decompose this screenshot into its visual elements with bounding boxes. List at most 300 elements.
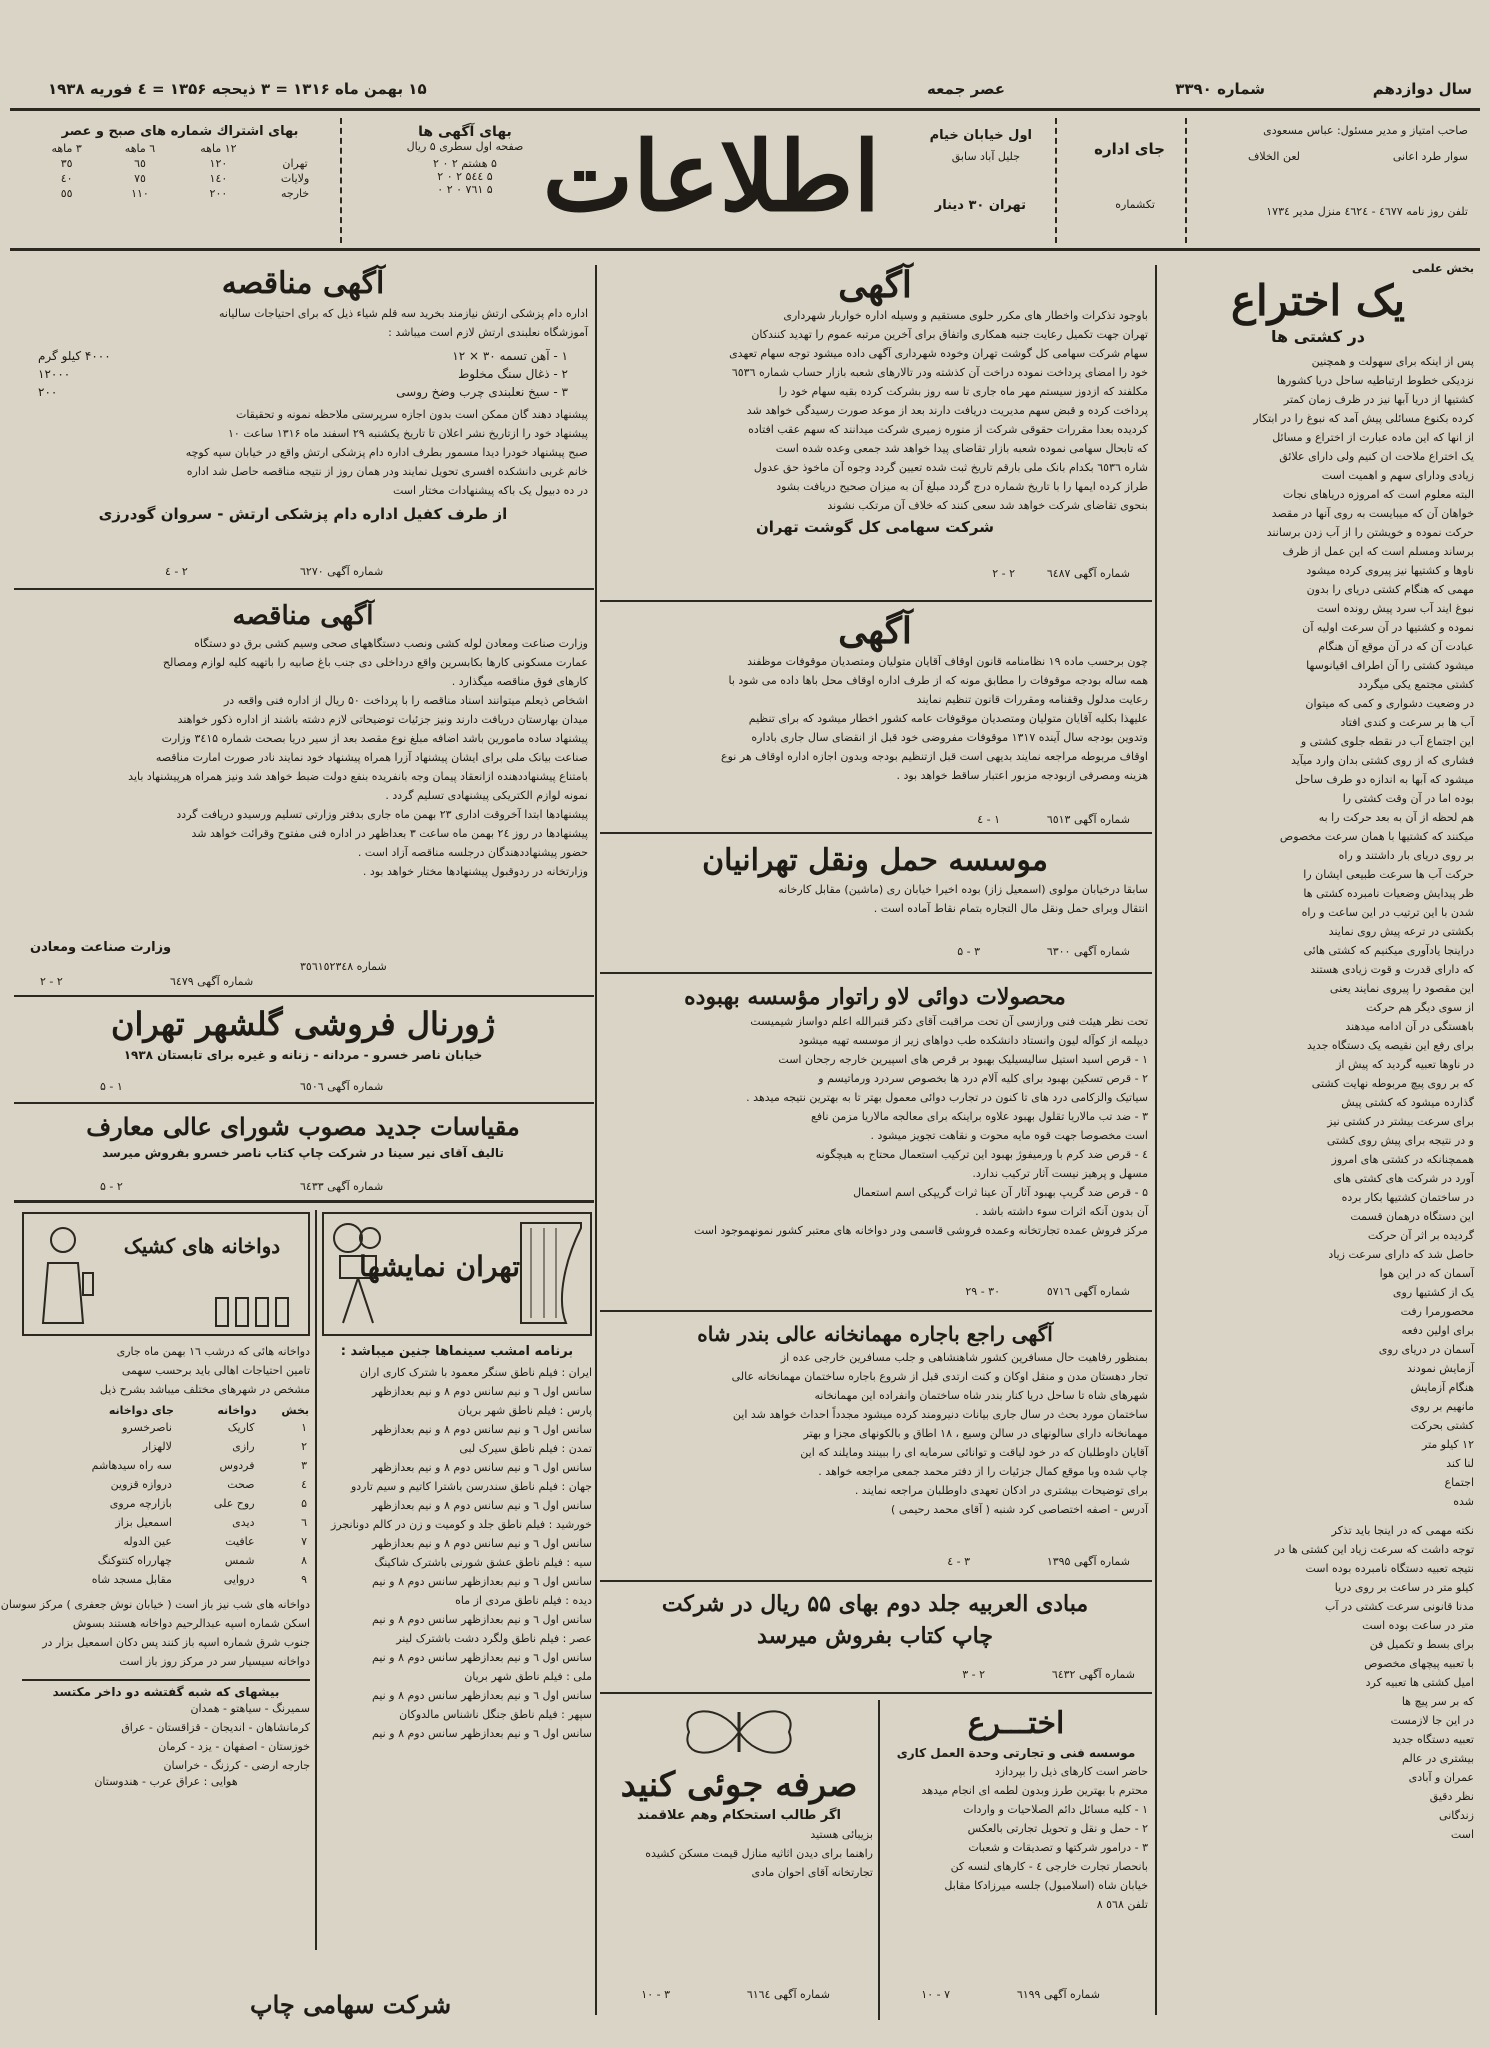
cinema-line: سانس اول ٦ و نیم سانس دوم ٨ و نیم بعدازظهر (372, 1461, 592, 1474)
ad-seq: ۳ - ٤ (947, 1555, 970, 1568)
ad-title: اختـــرع (967, 1706, 1065, 1741)
ad-line: میدان بهارستان دریافت دارند ونیز جزئیات توضیحاتی لازم دشته باشند از اداره ذکور خواهند (177, 713, 588, 726)
ad-title: موسسه حمل ونقل تهرانیان (702, 843, 1048, 878)
pharmacy-place: چهارراه کنتوکنگ (97, 1554, 172, 1567)
ad-line: مرکز فروش عمده تجارتخانه وعمده فروشی قاسمی ودر دواخانه های معتبر کشور نمونهموجود است (693, 1224, 1148, 1237)
owner-line: صاحب امتیاز و مدیر مسئول: عباس مسعودی (1263, 124, 1468, 137)
science-article (1162, 262, 1474, 2022)
cinema-line: ایران : فیلم ناطق سنگر معمود با شترک کاری اران (359, 1366, 592, 1379)
edition-label: عصر جمعه (926, 80, 1005, 98)
address-line-2: جلیل آباد سابق (951, 150, 1020, 163)
ad-line: بانحصار تجارت خارجی ٤ - کارهای لنسه کن (950, 1860, 1148, 1873)
ad-line: باوجود تذکرات واخطار های مکرر حلوی مستقیم و وسیله اداره خواربار شهرداری (783, 309, 1148, 322)
pharmacy-col-head: جای دواخانه (108, 1404, 174, 1417)
ad-line: حضور پیشنهاددهندگان درجلسه مناقصه آزاد است . (357, 846, 588, 859)
ad-line: راهنما برای دیدن اثاثیه منازل قیمت مسکن کشیده (645, 1847, 873, 1860)
article-line: مدنا قانونی سرعت کشتی در آب (1325, 1600, 1474, 1613)
ad-seq: ۲ - ٤ (165, 565, 188, 578)
article-line: بوده اما در آن وقت کشتی را (1342, 792, 1474, 805)
subs-cell: ٥٥ (60, 187, 73, 200)
ad-seq: ۱ - ٤ (977, 813, 1000, 826)
subs-cell: ۱۱۰ (131, 187, 149, 200)
ad-number: شماره آگهی ٦٣٠٠ (1046, 945, 1130, 958)
cinema-line: سانس اول ٦ و نیم بعدازظهر سانس دوم ٨ و نیم (372, 1727, 592, 1740)
pharmacy-note-line: جنوب شرق شماره اسپه باز کنند پس دکان اسمعیل بزار در (42, 1636, 310, 1649)
table-row (22, 1456, 310, 1475)
ad-line: تالیف آقای نیر سینا در شرکت چاپ کتاب ناصر خسرو بفروش میرسد (102, 1146, 504, 1160)
ad-line: همه ساله بودجه موقوفات را مطابق مونه که از طرف اداره اوقاف محل باها داده می شود با (728, 674, 1148, 687)
top-rule (10, 108, 1480, 111)
ad-line: سابقا درخیابان مولوی (اسمعیل زاز) بوده اخیرا خیابان ری (ماشین) مقابل کارخانه (778, 883, 1148, 896)
article-line: آورد در شرکت های کشتی های (1333, 1172, 1474, 1185)
ad-line: پرداخت کرده و قبض سهم مدیریت دریافت دارند بعد از موعد صورت رسیدگی خواهد شد (746, 404, 1148, 417)
ad-signature: شرکت سهامی کل گوشت تهران (755, 518, 994, 536)
bottles-icon (212, 1290, 302, 1330)
article-line: این مقصود را پیروی نمایند یعنی (1329, 982, 1474, 995)
weather-line: جارجه ارضی - کرزنگ - خراسان (163, 1759, 310, 1772)
ad-line: انتقال وبرای حمل ونقل مال التجاره بتمام نقاط آماده است . (873, 902, 1148, 915)
ad-line: حاضر است کارهای ذیل را بپردازد (994, 1765, 1148, 1778)
night-pharmacies (0, 1212, 310, 1982)
ad-body (884, 1764, 1148, 1913)
article-title: یک اختراع (1230, 276, 1406, 325)
ad-line: بزیبائی هستید (810, 1828, 873, 1841)
ad-line: برای توضیحات بیشتری در ادکان تعهدی داوطلبان مراجعه نمایند . (854, 1484, 1148, 1497)
article-line: بیشتری در عالم (1402, 1752, 1474, 1765)
pharmacy-name: رازی (232, 1440, 255, 1453)
cinema-line: پارس : فیلم ناطق شهر بریان (457, 1404, 592, 1417)
pharmacy-name: فردوس (219, 1459, 255, 1472)
article-line: کیلو متر در ساعت بر روی دریا (1334, 1581, 1474, 1594)
table-row (22, 1437, 310, 1456)
cinema-line: عصر : فیلم ناطق ولگرد دشت باشترک لینر (396, 1632, 592, 1645)
ad-seq: ۱ - ۵ (100, 1080, 123, 1093)
article-line: در ساختمان کشتیها بکار برده (1341, 1191, 1474, 1204)
cinema-line: سانس اول ٦ و نیم سانس دوم ٨ و نیم بعدازظهر (372, 1423, 592, 1436)
article-line: زندگانی (1439, 1809, 1474, 1822)
ad-line: خانم غربی دانشکده افسری تحویل نمایند ودر همان روز از نتیجه مناقصه حاصل شد اداره (186, 465, 588, 478)
article-line: کرده بکنوع مسائلی پیش آمد که نبوغ را در ابتکار (1253, 412, 1474, 425)
pharmacist-icon (28, 1218, 98, 1328)
pharmacy-place: ناصرخسرو (122, 1421, 172, 1434)
cinema-line: جهان : فیلم ناطق سندرسن باشترا کاتیم و سیم تاردو (350, 1480, 592, 1493)
article-line: کشتیها از دریا آبها نیز در ظرف زمان کمتر (1283, 393, 1474, 406)
ad-body-2 (18, 407, 588, 499)
ad-waqf (602, 608, 1148, 813)
ad-seq: ۳ - ۱۰ (641, 1988, 670, 2001)
editor-line: سوار طرد اعانی (1392, 150, 1468, 163)
article-line: حاصل شد که دارای سرعت زیاد (1328, 1248, 1474, 1261)
subscription-table (30, 141, 330, 201)
subs-cell: ۷٥ (134, 172, 146, 185)
ad-line: ۳ - درامور شرکتها و تصدیقات و شعبات (968, 1841, 1148, 1854)
weather-line: سمیرنگ - سیاهتو - همدان (190, 1702, 310, 1715)
phones-line: تلفن روز نامه ٤٦٧٧ - ٤٦٢٤ منزل مدیر ١٧٣٤ (1266, 205, 1468, 218)
subs-col-head: ۱۲ ماهه (200, 142, 237, 155)
cinema-line: سانس اول ٦ و نیم بعدازظهر سانس دوم ٨ و نیم (372, 1689, 592, 1702)
ad-number: شماره آگهی ٦١٩٩ (1016, 1988, 1100, 2001)
ad-line: نمونه لوازم الکتریکی پیشنهادی تسلیم گردد . (385, 789, 588, 802)
ad-line: خود را امضای پرداخت نموده دراخت آن کذشته ودر تالارهای شعبه بازار حساب شماره ٦٥٣٦ (731, 366, 1148, 379)
ad-line: تحت نظر هیئت فنی ورازسی آن تحت مراقبت آقای دکتر قنبرالله اعلم دواساز شیمیست (750, 1015, 1148, 1028)
pharmacy-name: روح علی (213, 1497, 255, 1510)
ad-seq: ۲ - ۳ (962, 1668, 985, 1681)
weather-line: خوزستان - اصفهان - یزد - کرمان (158, 1740, 310, 1753)
ad-title-2: چاپ کتاب بفروش میرسد (757, 1623, 993, 1649)
ad-line: صناعت بیانک ملی برای ایشان پیشنهاد آزرا همراه پیشنهاد خود نمایند نادر صورت امارت مناقصه (155, 751, 588, 764)
pharmacy-district: ۷ (301, 1535, 307, 1548)
pharmacy-intro-line: مشخص در شهرهای مختلف میباشد بشرح ذیل (99, 1383, 310, 1396)
pharmacy-name: صحت (227, 1478, 255, 1491)
tender-item-row (18, 383, 588, 401)
article-line: لنا کند (1446, 1457, 1474, 1470)
ad-body (18, 636, 588, 880)
article-line: آب ها بر سرعت و کندی افتاد (1340, 716, 1474, 729)
price-label: تهران ۳۰ دینار (934, 198, 1026, 213)
printing-imprint: شرکت سهامی چاپ (250, 1990, 452, 2019)
article-line: فشاری که از روی کشتی بدان وارد میآید (1290, 754, 1474, 767)
cinema-line: دیده : فیلم ناطق مردی از ماه (455, 1594, 592, 1607)
ad-line: اوقاف مربوطه مراجعه نمایند بدیهی است قبل ازتنظیم بودجه وبدون اجازه اداره اوقاف هر نوع (721, 750, 1148, 763)
subs-cell: ٤۰ (60, 172, 73, 185)
ad-title: آگهی مناقصه (232, 601, 374, 631)
article-line: برای اولین دفعه (1401, 1324, 1474, 1337)
weather-bottom: هوایی : عراق عرب - هندوستان (94, 1775, 238, 1788)
ad-line: تجار دهستان مدن و منقل اوکان و کنت ارتدی قبل از شروع باجاره ساختمان مهمانخانه عالی (731, 1370, 1148, 1383)
ad-line: طراز کرده ایمها را با تاریخ شماره درج گردد مبلغ آن به میزان صحیح دریافت بشود (776, 480, 1148, 493)
ad-line: دیپلمه از کوآله لیون وانستاد دانشکده طب دواهای زیر از موسسه تهیه میشود (798, 1034, 1148, 1047)
cinema-line: سانس اول ٦ و نیم سانس دوم ٨ و نیم بعدازظهر (372, 1385, 592, 1398)
ad-signature: وزارت صناعت ومعادن (30, 940, 172, 955)
ad-line: آموزشگاه نعلبندی ارتش لازم است میباشد : (388, 326, 588, 339)
editor-name: لعن الخلاف (1247, 150, 1300, 163)
ad-line: صبح پیشنهاد خودرا دیدا مسمور بطرف اداره دام پزشکی ارتش واقع در خیابان سپه کوچه (185, 446, 588, 459)
ad-line: ۱ - کلیه مسائل دائم الصلاحیات و واردات (963, 1803, 1148, 1816)
ad-title: آگهی (838, 610, 912, 652)
ad-body (602, 654, 1148, 784)
table-row (22, 1494, 310, 1513)
ad-number: شماره آگهی ٦٢٧٠ (300, 565, 384, 578)
article-line: این دستگاه درهمان قسمت (1350, 1210, 1474, 1223)
article-subtitle: در کشتی ها (1271, 327, 1365, 346)
pharmacy-name: کاریک (227, 1421, 255, 1434)
pharmacy-district: ٤ (301, 1478, 307, 1491)
article-line: متر در ساعت بوده است (1362, 1619, 1474, 1632)
ad-body (602, 1014, 1148, 1239)
ad-line: اداره دام پزشکی ارتش نیازمند بخرید سه قلم شیاء ذیل که برای احتیاجات سالیانه (219, 307, 588, 320)
tender-item-row (18, 365, 588, 383)
ad-seq: ۷ - ۱۰ (921, 1988, 950, 2001)
ad-line: شاره ٦٥٣٦ بکدام بانک ملی بارقم تاریخ ثبت شده تعیین گردد وجوه آن ماخوذ حق عدول (753, 461, 1148, 474)
article-line: نزدیکی خطوط ارتباطیه ساحل دریا کشورها (1276, 374, 1474, 387)
ad-number: شماره آگهی ۱۳۹۵ (1046, 1555, 1130, 1568)
pharmacy-district: ۹ (301, 1573, 307, 1586)
ad-line: بامتناع پیشنهاددهنده ازانعقاد پیمان وجه بانفریده بنفع دولت ضبط خواهد شد ونیز همراه هرپیشنهاد باید (128, 770, 588, 783)
cinema-line: سانس اول ٦ و نیم سانس دوم ٨ و نیم بعدازظهر (372, 1537, 592, 1550)
office-label: جای اداره (1094, 140, 1165, 158)
article-line: از سوی دیگر هم حرکت (1366, 1001, 1474, 1014)
ad-number: شماره آگهی ٦٤٣٢ (1051, 1668, 1135, 1681)
ad-subtitle: اگر طالب استحکام وهم علاقمند (637, 1808, 841, 1823)
weather-list (22, 1699, 310, 1775)
article-line: این اجتماع آب در نقطه جلوی کشتی و (1300, 735, 1474, 748)
article-line: که بر روی پیچ مربوطه نهایت کشتی (1311, 1077, 1474, 1090)
subscription-rates (30, 124, 330, 201)
ad-line: بمنظور رفاهیت حال مسافرین کشور شاهنشاهی و جلب مسافرین خارجی عده از (780, 1351, 1148, 1364)
ad-line: ۲ - حمل و نقل و تحویل تجارتی بالعکس (967, 1822, 1148, 1835)
article-line: که دارای قدرت و قوت زیادی هستند (1310, 963, 1474, 976)
article-line: گردیده بر اثر آن حرکت (1367, 1229, 1474, 1242)
subs-region: تهران (282, 157, 308, 170)
ad-line: شهرهای شاه تا ساحل دریا کنار بندر شاه ساختمان وانفراده این مهمانخانه (814, 1389, 1148, 1402)
article-line: نظر دقیق (1429, 1790, 1474, 1803)
ad-line: ۱ - قرص اسید استیل سالیسیلیک بهبود بر قرص های اسپیرین خارجه رجحان است (778, 1053, 1148, 1066)
cinema-line: سیه : فیلم ناطق عشق شورنی باشترک شاکینگ (374, 1556, 592, 1569)
article-line: باهستگی در آن ادامه میدهند (1345, 1020, 1474, 1033)
article-line: گذارده میشود که کشتی پیش (1341, 1096, 1474, 1109)
issue-number: شماره ۳۳۹۰ (1175, 80, 1265, 98)
ad-pharmaceuticals (602, 980, 1148, 1310)
article-line: ۱۲ کیلو متر (1422, 1438, 1474, 1451)
ad-title: ژورنال فروشی گلشهر تهران (110, 1005, 496, 1043)
ad-line: کردیده بعدا مقررات حقوقی شرکت از منوره زمیری شرکت میدانند که سهم عقب افتاده (748, 423, 1148, 436)
ad-line: بنحوی تقاضای شرکت خواهد شد سعی کنند که خلاف آن مرتکب نشوند (827, 499, 1148, 512)
ad-number: شماره آگهی ٦٥١٣ (1046, 813, 1130, 826)
tender-item-qty: ۴۰۰۰ کیلو گرم (38, 349, 111, 363)
table-row (22, 1532, 310, 1551)
article-line: است (1450, 1828, 1474, 1841)
article-kicker: بخش علمی (1412, 262, 1474, 275)
table-row (22, 1551, 310, 1570)
curtain-icon (516, 1218, 586, 1328)
ad-line: مسهل و پرهیز نیست آثار ترکیب ندارد. (972, 1167, 1148, 1180)
article-line: از انها که این ماده عبارت از اختراع و مسائل (1272, 431, 1474, 444)
ad-line: است مخصوصا جهت قوه مایه محوت و نقاهت تجویز میشود . (870, 1129, 1148, 1142)
ad-body (602, 1350, 1148, 1518)
article-line: اجتماع (1444, 1476, 1474, 1489)
article-line: یک از کشتیها روی (1392, 1286, 1474, 1299)
ad-rate-row: ۵ هشتم ۲ ۰ ۲ (433, 157, 497, 170)
ad-title: آگهی (838, 264, 912, 306)
article-line: میشود که آبها به اندازه دو طرف ساحل (1295, 773, 1474, 786)
pharmacy-col-head: بخش (281, 1404, 309, 1417)
subs-col-head: ۳ ماهه (51, 142, 82, 155)
ad-line: وزارت صناعت ومعادن لوله کشی ونصب دستگاههای صحی وسیم کشی برق دو دستگاه (194, 637, 588, 650)
article-body (1162, 354, 1474, 1510)
ad-line: آدرس - اصفه اختصاصی کرد شنبه ( آقای محمد رحیمی ) (891, 1503, 1148, 1516)
ad-line: ٤ - قرص ضد کرم با ورمیفوژ بهبود این ترکیب استعمال محتاج به هیچگونه (815, 1148, 1148, 1161)
ad-title: مقیاسات جدید مصوب شورای عالی معارف (86, 1112, 520, 1141)
ad-line: تلفن ٥٦٨ ٨ (1096, 1898, 1148, 1911)
article-line: عبادت آن که در آن موقع آن هنگام (1318, 640, 1474, 653)
ad-line: سیاتیک والزکامی درد های تا کنون در تجارب دوائی معمول بهتر تا به بهترین نتیجه میدهد . (746, 1091, 1148, 1104)
article-line: ناوها و کشتیها نیز پیروی کرده میشود (1306, 564, 1474, 577)
article-line: نموده و کشتیها در آن سرعت اولیه آن (1302, 621, 1474, 634)
ad-line: علیهذا بکلیه آقایان متولیان ومتصدیان موقوفات عامه کشور اخطار میشود که برای تنظیم (748, 712, 1148, 725)
tender-item-name: ۱ - آهن تسمه ۳۰ × ۱۲ (452, 349, 568, 363)
pharmacy-name: دیدی (232, 1516, 255, 1529)
cinema-line: خورشید : فیلم ناطق جلد و کومیت و زن در کالم دونانجرز (331, 1518, 592, 1531)
article-line: میکنند که کشتیها با همان سرعت مخصوص (1279, 830, 1474, 843)
tender-item-name: ۳ - سیخ نعلبندی چرب وضخ روسی (396, 385, 568, 399)
ad-line: ۵ - قرص ضد گریپ بهبود آثار آن عینا ثرات گریپکی اسم استعمال (853, 1186, 1148, 1199)
article-line: برای بسط و تکمیل فن (1369, 1638, 1474, 1651)
pharmacy-district: ۵ (301, 1497, 307, 1510)
ad-seq: ۲ - ۲ (992, 567, 1015, 580)
article-line: که بر سر پیچ ها (1401, 1695, 1474, 1708)
article-line: یک اختراع ملاحت ان کنیم ولی دارای علائق (1279, 450, 1474, 463)
ad-line: پیشنهاد ساده مامورین باشد اضافه مبلغ نوع مقصد بعد از سیر دریا بصحت شماره ۳٤۱۵ وزارت (161, 732, 588, 745)
ad-number: شماره آگهی ٦١٦٤ (746, 1988, 830, 2001)
cinema-line: سانس اول ٦ و نیم بعدازظهر سانس دوم ٨ و نیم (372, 1651, 592, 1664)
article-line: شدن با این ترتیب در این ساعت و راه (1301, 906, 1474, 919)
ad-ref: شماره ٣٥٦١٥٢٣٤٨ (300, 960, 387, 973)
ad-line: عمارت مسکونی کارها بکابسرین واقع درداخلی دی جنب باغ صابیه را باتهیه کلیه لوازم ومصالح (162, 656, 588, 669)
ad-title: محصولات دوائی لاو راتوار مؤسسه بهبوده (684, 984, 1066, 1010)
ad-line: اشخاص ذیعلم میتوانند اسناد مناقصه را با پرداخت ۵۰ ریال از اداره فنی واقعه در (224, 694, 588, 707)
article-line: هممچنانکه در کشتی های امروز (1331, 1153, 1474, 1166)
article-line: آسمان که در این هوا (1379, 1267, 1474, 1280)
article-line: حرکت نموده و خویشتن را از آب زدن برسانند (1266, 526, 1474, 539)
pharmacy-place: مقابل مسجد شاه (91, 1573, 172, 1586)
article-line: البته معلوم است که امروزه دریاهای نجات (1282, 488, 1474, 501)
article-line: برای رفع این نقیصه یک دستگاه جدید (1306, 1039, 1474, 1052)
ad-line: پیشنهاد خود را ازتاریخ نشر اعلان تا تاریخ یکشنبه ۲۹ اسفند ماه ۱۳۱۶ ساعت ۱۰ (228, 427, 588, 440)
ad-items (18, 347, 588, 401)
ad-rates-sub: صفحه اول سطری ۵ ریال (406, 140, 524, 153)
article-line: و در نتیجه برای پیش روی کشتی (1326, 1134, 1474, 1147)
article-line: دراینجا یادآوری میکنیم که کشتی هائی (1303, 944, 1474, 957)
subscription-title: بهای اشتراك شماره های صبح و عصر (61, 124, 299, 139)
dateline: ۱۵ بهمن ماه ۱۳۱۶ = ۳ ذیحجه ۱۳۵۶ = ٤ فوریه ۱۹۳۸ (48, 80, 427, 98)
tender-item-name: ۲ - ذغال سنگ مخلوط (458, 367, 568, 381)
ad-title: صرفه جوئی کنید (620, 1765, 858, 1805)
article-line: خواهان آن که میبایست به روی آنها در مقصد (1271, 507, 1474, 520)
pharmacy-intro-line: تامین احتیاجات اهالی باید برحسب سهمی (121, 1364, 310, 1377)
cinema-line: سانس اول ٦ و نیم بعدازظهر سانس دوم ٨ و نیم (372, 1575, 592, 1588)
pharmacy-district: ۸ (301, 1554, 307, 1567)
cinema-banner (322, 1212, 592, 1336)
cinema-line: ملی : فیلم ناطق شهر بریان (464, 1670, 592, 1683)
article-line: آسمان در دریای روی (1378, 1343, 1474, 1356)
article-line: برای سرعت بیشتر در کشتی نیز (1327, 1115, 1474, 1128)
article-line: عمران و آبادی (1408, 1771, 1474, 1784)
pharmacy-name: شمس (224, 1554, 255, 1567)
ad-rates (350, 124, 580, 196)
ad-line: محترم با بهترین طرز وبدون لطمه ای انجام میدهد (921, 1784, 1148, 1797)
article-line: کشتی مجتمع یکی میگردد (1357, 678, 1474, 691)
subs-region: خارجه (281, 187, 310, 200)
article-line: بکشتی در ترعه پیش روی نمایند (1328, 925, 1474, 938)
cinema-line: سپهر : فیلم ناطق جنگل ناشناس مالدوکان (399, 1708, 592, 1721)
ad-line: خیابان شاه (اسلامبول) جلسه میرزادکا مقابل (944, 1879, 1148, 1892)
cinema-listings (322, 1212, 592, 1942)
butterfly-logo-icon (659, 1702, 819, 1762)
article-line: در ناوها تعبیه گردید که پیش از (1336, 1058, 1474, 1071)
ad-tender-veterinary (18, 262, 588, 582)
pharmacy-place: لالهزار (142, 1440, 172, 1453)
office-sub: تکشماره (1115, 198, 1155, 211)
ad-body (602, 308, 1148, 514)
ad-line: که تابحال سهامی نموده شعبه بازار تقاضای پیدا خواهد شد جمعی وعده شده است (775, 442, 1148, 455)
ad-line: رعایت مدلول وقفنامه ومقررات قانون تنظیم نمایند (916, 693, 1148, 706)
cinema-title: برنامه امشب سینماها جنین میباشد : (340, 1344, 574, 1359)
ad-title: آگهی مناقصه (221, 266, 385, 301)
article-line: آزمایش نمودند (1406, 1362, 1474, 1375)
ad-line: آن بدون آنکه اثرات سوء داشته باشد . (975, 1205, 1148, 1218)
ad-line: کارهای فوق مناقصه میگذارد . (451, 675, 588, 688)
subs-col-head: ٦ ماهه (124, 142, 156, 155)
ad-seq: ۳۰ - ۲۹ (965, 1285, 1000, 1298)
article-line: تعبیه دستگاه جدید (1392, 1733, 1474, 1746)
ad-line: پیشنهاد دهند گان ممکن است بدون اجازه سرپرستی ملاحظه نمونه و تحقیقات (235, 408, 588, 421)
ad-seq: ۲ - ۵ (100, 1180, 123, 1193)
ad-subtitle: موسسه فنی و تجارتی وحدة العمل کاری (896, 1746, 1136, 1760)
pharmacy-place: سه راه سیدهاشم (91, 1459, 172, 1472)
ad-number: شماره آگهی ٦٥٠٦ (300, 1080, 384, 1093)
ad-signature: از طرف کفیل اداره دام پزشکی ارتش - سروان گودرزی (98, 505, 508, 523)
cinema-line: سانس اول ٦ و نیم بعدازظهر سانس دوم ٨ و نیم (372, 1613, 592, 1626)
article-body-continued (1162, 1523, 1474, 1843)
ad-rate-row: ۵ ۵٤٤ ۲ ۰ ۲ (437, 170, 493, 183)
article-line: در این جا لازمست (1390, 1714, 1474, 1727)
ad-meat-company (602, 262, 1148, 592)
ad-line: وزارتخانه در ردوقبول پیشنهادها مختار خواهد بود . (362, 865, 588, 878)
article-line: زیادی ودارای سهم و اهمیت است (1321, 469, 1474, 482)
article-line: هم لحظه از آن به بعد حرکت را به (1318, 811, 1474, 824)
article-line: ظر پیدایش وضعیات نامبرده کشتی ها (1303, 887, 1474, 900)
ad-body (18, 306, 588, 341)
masthead-title: اطلاعات (542, 120, 880, 233)
ad-economize (605, 1702, 873, 2002)
table-row (22, 1513, 310, 1532)
ad-body (602, 882, 1148, 917)
pharmacy-district: ٦ (301, 1516, 307, 1529)
ad-line: ۳ - ضد تب مالاریا تقلول بهبود علاوه براینکه برای معالجه مالاریا مزمن نافع (811, 1110, 1148, 1123)
ad-seq: ۳ - ۵ (957, 945, 980, 958)
pharmacy-place: اسمعیل بزاز (115, 1516, 172, 1529)
ad-line: آقایان داوطلبان که در خود لیاقت و توانائی سرمایه ای را ببینند ومایلند که این (800, 1446, 1148, 1459)
ad-hotel-lease (602, 1318, 1148, 1578)
ad-number: شماره آگهی ٥٧١٦ (1046, 1285, 1130, 1298)
ad-line: چاپ شده وبا موقع کمال جزئیات را از دفتر محمد جمعی مراجعه خواهد . (818, 1465, 1148, 1478)
article-line: پس از اینکه برای سهولت و همچنین (1311, 355, 1474, 368)
pharmacy-notes (0, 1595, 310, 1671)
ad-line: مهمانخانه دارای سالونهای در سالن وسیع ، ۱۸ اطاق و بالکونهای مجزا و بهتر (803, 1427, 1148, 1440)
article-line: شده (1453, 1495, 1474, 1508)
article-line: در وضعیت دشواری و کمی که میتوان (1305, 697, 1474, 710)
pharmacy-banner (22, 1212, 310, 1336)
pharmacy-district: ۱ (301, 1421, 307, 1434)
pharmacy-note-line: اسکن شماره اسپه عبدالرحیم دواخانه هستند بسوش (72, 1617, 310, 1630)
ad-title: آگهی راجع باجاره مهمانخانه عالی بندر شاه (697, 1322, 1053, 1346)
article-line: بر روی دریای بار داشتند و راه (1338, 849, 1474, 862)
ad-line: در ده دبیول یک باکه پیشنهادات مختار است (392, 484, 588, 497)
weather-title: بیشهای که شبه گفتشه دو داخر مکتسد (22, 1679, 310, 1699)
article-line: توجه داشت که سرعت زیاد این کشتی ها در (1274, 1543, 1474, 1556)
ad-line: چون برحسب ماده ۱۹ نظامنامه قانون اوقاف آقایان متولیان ومتصدیان موقوفات موظفند (747, 655, 1148, 668)
pharmacy-banner-title: دواخانه های کشیک (123, 1234, 281, 1258)
ad-rate-row: ۵ ۷٦۱ ۰ ۲ ۰ (437, 183, 493, 196)
pharmacy-intro-line: دواخانه هائی که درشب ۱٦ بهمن ماه جاری (116, 1345, 310, 1358)
cinema-line: تمدن : فیلم ناطق سیرک لبی (459, 1442, 592, 1455)
cinema-banner-title: تهران نمایشها (359, 1250, 520, 1283)
article-line: با تعبیه پیچهای مخصوص (1364, 1657, 1474, 1670)
pharmacy-place: عین الدوله (123, 1535, 172, 1548)
pharmacy-name: دروایی (223, 1573, 255, 1586)
ad-body (605, 1827, 873, 1881)
pharmacy-col-head: دواخانه (217, 1404, 257, 1417)
